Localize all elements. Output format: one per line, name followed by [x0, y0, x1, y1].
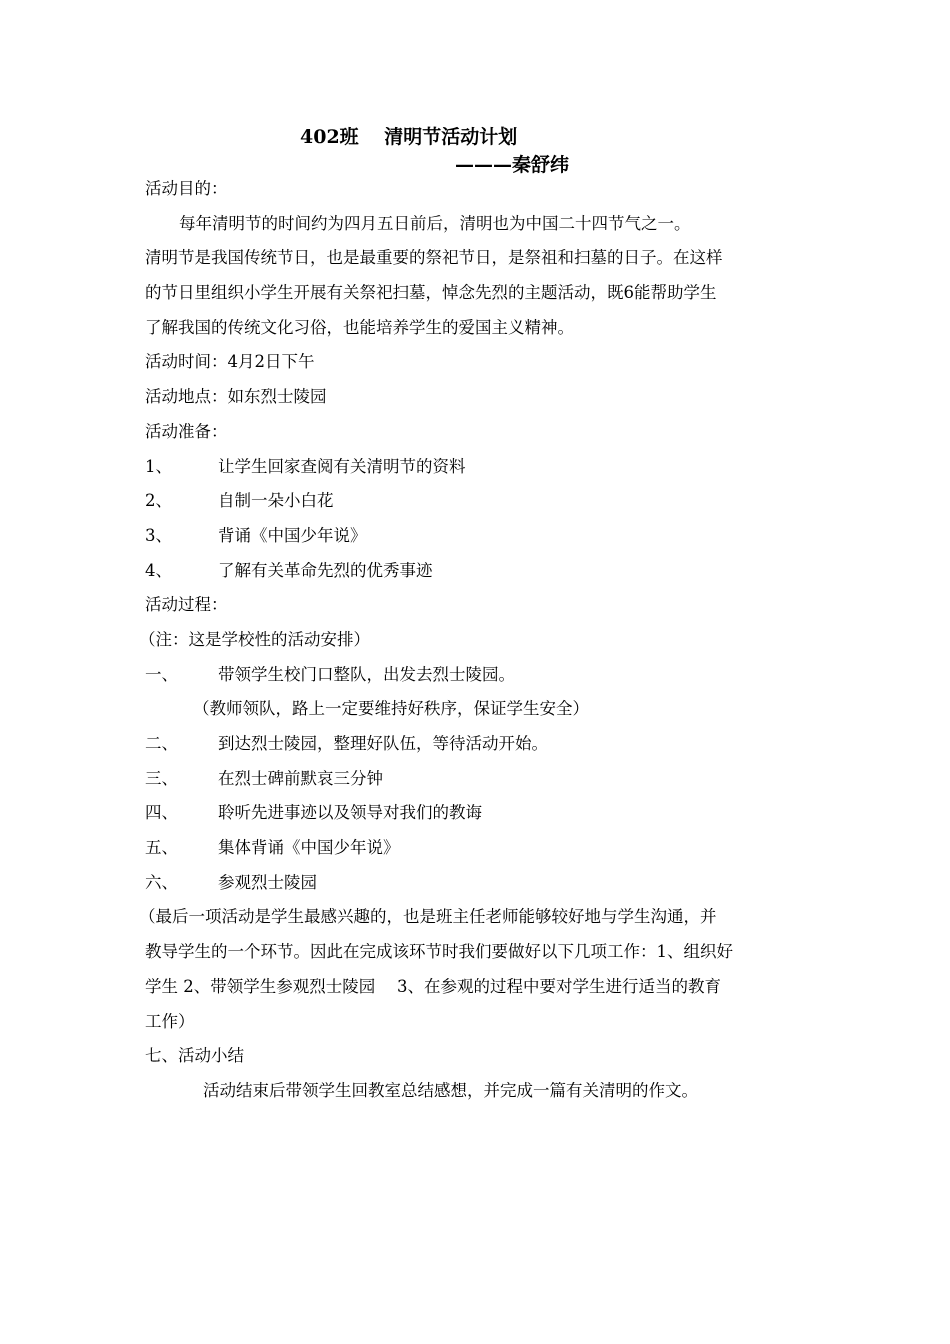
- prep-item-text: 让学生回家查阅有关清明节的资料: [218, 456, 466, 476]
- prep-item-text: 背诵《中国少年说》: [218, 525, 367, 545]
- purpose-line: 清明节是我国传统节日，也是最重要的祭祀节日，是祭祖和扫墓的日子。在这样: [145, 248, 723, 268]
- process-step-note: （教师领队，路上一定要维持好秩序，保证学生安全）: [193, 699, 589, 719]
- process-step-text: 参观烈士陵园: [218, 872, 317, 892]
- process-step-text: 集体背诵《中国少年说》: [218, 838, 400, 858]
- process-step: [145, 866, 810, 901]
- prep-item-number: 1、: [145, 456, 172, 476]
- process-step-text: 聆听先进事迹以及领导对我们的教诲: [218, 803, 482, 823]
- document-title: 402班 清明节活动计划: [300, 126, 518, 148]
- process-step: [145, 727, 810, 762]
- purpose-line: 的节日里组织小学生开展有关祭祀扫墓，悼念先烈的主题活动，既6能帮助学生: [145, 283, 717, 303]
- process-step-number: 六、: [145, 872, 178, 892]
- process-step-number: 一、: [145, 664, 178, 684]
- process-step-text: 在烈士碑前默哀三分钟: [218, 768, 383, 788]
- prep-item-number: 4、: [145, 560, 172, 580]
- activity-place: 活动地点：如东烈士陵园: [145, 387, 327, 407]
- process-step-number: 三、: [145, 768, 178, 788]
- summary-heading: 七、活动小结: [145, 1046, 244, 1066]
- process-step: [145, 762, 810, 797]
- closing-line: 学生 2、带领学生参观烈士陵园 3、在参观的过程中要对学生进行适当的教育: [145, 976, 721, 996]
- prep-item: [145, 519, 810, 554]
- activity-time: 活动时间：4月2日下午: [145, 352, 315, 372]
- prep-item-number: 3、: [145, 525, 172, 545]
- process-step: [145, 796, 810, 831]
- prep-heading: 活动准备：: [145, 421, 228, 441]
- prep-item-text: 自制一朵小白花: [218, 491, 334, 511]
- process-note: （注：这是学校性的活动安排）: [139, 629, 370, 649]
- purpose-line: 每年清明节的时间约为四月五日前后，清明也为中国二十四节气之一。: [179, 213, 691, 233]
- closing-line: 教导学生的一个环节。因此在完成该环节时我们要做好以下几项工作：1、组织好: [145, 942, 733, 962]
- document-author: ———秦舒纬: [455, 154, 570, 176]
- prep-item: [145, 554, 810, 589]
- purpose-heading: 活动目的：: [145, 179, 228, 198]
- prep-item-number: 2、: [145, 491, 172, 511]
- process-step-number: 五、: [145, 838, 178, 858]
- prep-item: [145, 450, 810, 485]
- document-body: [139, 172, 810, 1109]
- closing-line: （最后一项活动是学生最感兴趣的，也是班主任老师能够较好地与学生沟通，并: [139, 907, 717, 927]
- closing-line: 工作）: [145, 1011, 195, 1031]
- process-step-number: 四、: [145, 803, 178, 823]
- process-step: [145, 831, 810, 866]
- process-step: [145, 658, 810, 693]
- summary-text: 活动结束后带领学生回教室总结感想，并完成一篇有关清明的作文。: [203, 1080, 698, 1100]
- prep-item-text: 了解有关革命先烈的优秀事迹: [218, 560, 433, 580]
- process-step-number: 二、: [145, 734, 178, 753]
- process-heading: 活动过程：: [145, 595, 228, 615]
- process-step-text: 带领学生校门口整队，出发去烈士陵园。: [218, 664, 515, 684]
- process-step-text: 到达烈士陵园，整理好队伍，等待活动开始。: [218, 734, 548, 753]
- prep-item: [145, 484, 810, 519]
- purpose-line: 了解我国的传统文化习俗，也能培养学生的爱国主义精神。: [145, 317, 574, 337]
